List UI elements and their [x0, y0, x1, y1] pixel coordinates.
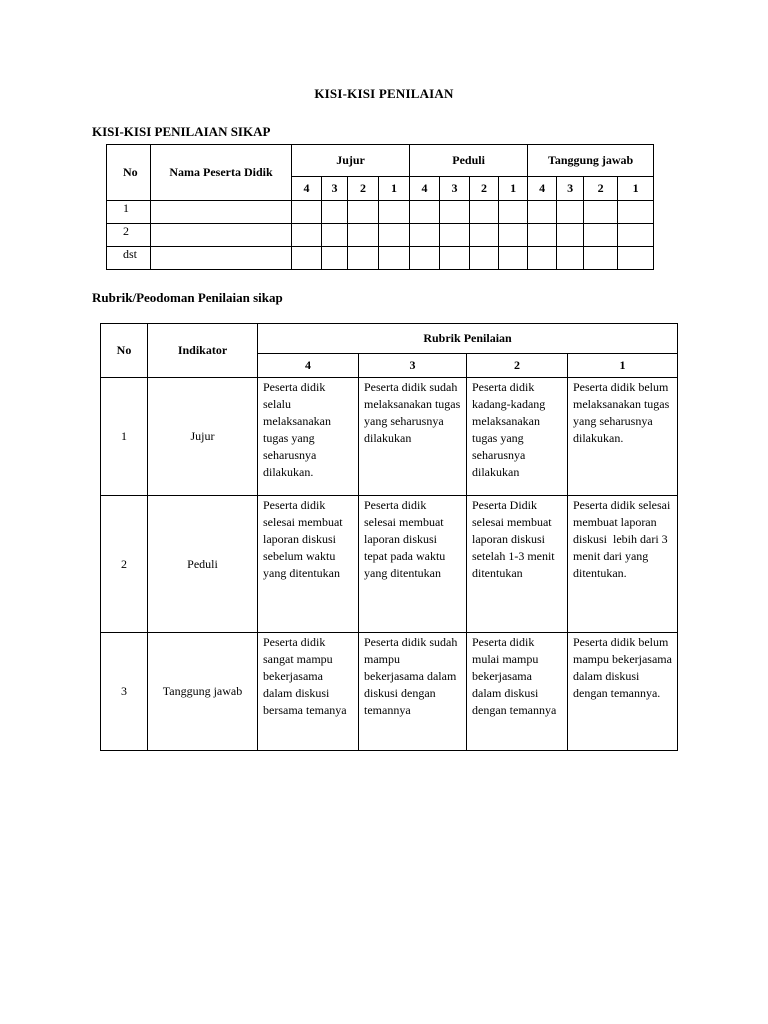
score-header: 4: [258, 354, 359, 378]
table-row: [101, 378, 678, 496]
rubric-cell: Peserta didik sudah melaksanakan tugas yang seharusnya dilakukan: [359, 378, 467, 496]
column-header-no: No: [107, 145, 151, 201]
score-header: 4: [410, 177, 440, 201]
score-cell: [557, 247, 584, 270]
column-header-nama: Nama Peserta Didik: [151, 145, 292, 201]
row-number: 2: [101, 496, 148, 633]
score-cell: [557, 224, 584, 247]
table-row: [101, 633, 678, 751]
score-header: 2: [470, 177, 499, 201]
rubric-cell: Peserta didik belum melaksanakan tugas yang seharusnya dilakukan.: [568, 378, 678, 496]
row-number: 2: [107, 224, 151, 247]
attitude-grid-table: [106, 144, 654, 270]
table-row: [107, 224, 654, 247]
rubric-title: Rubrik/Peodoman Penilaian sikap: [92, 290, 283, 305]
score-cell: [322, 224, 348, 247]
section-title: KISI-KISI PENILAIAN SIKAP: [92, 124, 271, 139]
score-cell: [348, 201, 379, 224]
score-cell: [379, 224, 410, 247]
rubric-cell: Peserta didik sudah mampu bekerjasama dalam diskusi dengan temannya: [359, 633, 467, 751]
score-cell: [618, 201, 654, 224]
indicator-cell: Jujur: [148, 378, 258, 496]
score-cell: [618, 224, 654, 247]
score-cell: [348, 247, 379, 270]
row-number: 1: [107, 201, 151, 224]
score-header: 1: [618, 177, 654, 201]
score-cell: [410, 247, 440, 270]
column-header-rubrik: Rubrik Penilaian: [258, 324, 678, 354]
score-cell: [322, 247, 348, 270]
score-cell: [528, 247, 557, 270]
rubric-cell: Peserta didik belum mampu bekerjasama dalam diskusi dengan temannya.: [568, 633, 678, 751]
rubric-cell: Peserta didik selalu melaksanakan tugas yang seharusnya dilakukan.: [258, 378, 359, 496]
score-header: 3: [440, 177, 470, 201]
score-cell: [440, 247, 470, 270]
score-cell: [499, 224, 528, 247]
score-cell: [410, 224, 440, 247]
score-cell: [379, 247, 410, 270]
score-cell: [348, 224, 379, 247]
rubric-cell: Peserta didik selesai membuat laporan diskusi sebelum waktu yang ditentukan: [258, 496, 359, 633]
score-cell: [584, 224, 618, 247]
rubric-cell: Peserta didik selesai membuat laporan diskusi tepat pada waktu yang ditentukan: [359, 496, 467, 633]
row-number: 1: [101, 378, 148, 496]
indicator-cell: Peduli: [148, 496, 258, 633]
score-cell: [322, 201, 348, 224]
score-header: 3: [557, 177, 584, 201]
score-cell: [292, 224, 322, 247]
document-title: KISI-KISI PENILAIAN: [314, 86, 454, 101]
score-cell: [528, 224, 557, 247]
row-number: 3: [101, 633, 148, 751]
table-row: [107, 201, 654, 224]
row-number: dst: [107, 247, 151, 270]
rubric-cell: Peserta didik selesai membuat laporan diskusi lebih dari 3 menit dari yang ditentukan.: [568, 496, 678, 633]
score-cell: [410, 201, 440, 224]
score-cell: [618, 247, 654, 270]
score-header: 1: [499, 177, 528, 201]
score-cell: [440, 201, 470, 224]
score-header: 3: [359, 354, 467, 378]
group-header-tanggung-jawab: Tanggung jawab: [528, 145, 654, 177]
rubric-cell: Peserta Didik selesai membuat laporan diskusi setelah 1-3 menit ditentukan: [467, 496, 568, 633]
score-cell: [292, 201, 322, 224]
indicator-cell: Tanggung jawab: [148, 633, 258, 751]
rubric-table: [100, 323, 678, 751]
table-row: [107, 247, 654, 270]
score-cell: [379, 201, 410, 224]
table-row: [101, 496, 678, 633]
score-cell: [584, 247, 618, 270]
score-cell: [499, 201, 528, 224]
score-cell: [557, 201, 584, 224]
score-cell: [470, 224, 499, 247]
score-cell: [470, 247, 499, 270]
score-header: 2: [584, 177, 618, 201]
student-name-cell: [151, 247, 292, 270]
score-cell: [440, 224, 470, 247]
rubric-cell: Peserta didik kadang-kadang melaksanakan tugas yang seharusnya dilakukan: [467, 378, 568, 496]
rubric-cell: Peserta didik mulai mampu bekerjasama dalam diskusi dengan temannya: [467, 633, 568, 751]
score-header: 1: [379, 177, 410, 201]
score-header: 4: [528, 177, 557, 201]
score-header: 2: [348, 177, 379, 201]
score-cell: [528, 201, 557, 224]
score-header: 4: [292, 177, 322, 201]
score-header: 3: [322, 177, 348, 201]
score-cell: [584, 201, 618, 224]
score-cell: [470, 201, 499, 224]
group-header-peduli: Peduli: [410, 145, 528, 177]
score-header: 2: [467, 354, 568, 378]
group-header-jujur: Jujur: [292, 145, 410, 177]
column-header-no: No: [101, 324, 148, 378]
score-header: 1: [568, 354, 678, 378]
score-cell: [292, 247, 322, 270]
student-name-cell: [151, 201, 292, 224]
student-name-cell: [151, 224, 292, 247]
score-cell: [499, 247, 528, 270]
column-header-indikator: Indikator: [148, 324, 258, 378]
rubric-cell: Peserta didik sangat mampu bekerjasama dalam diskusi bersama temanya: [258, 633, 359, 751]
